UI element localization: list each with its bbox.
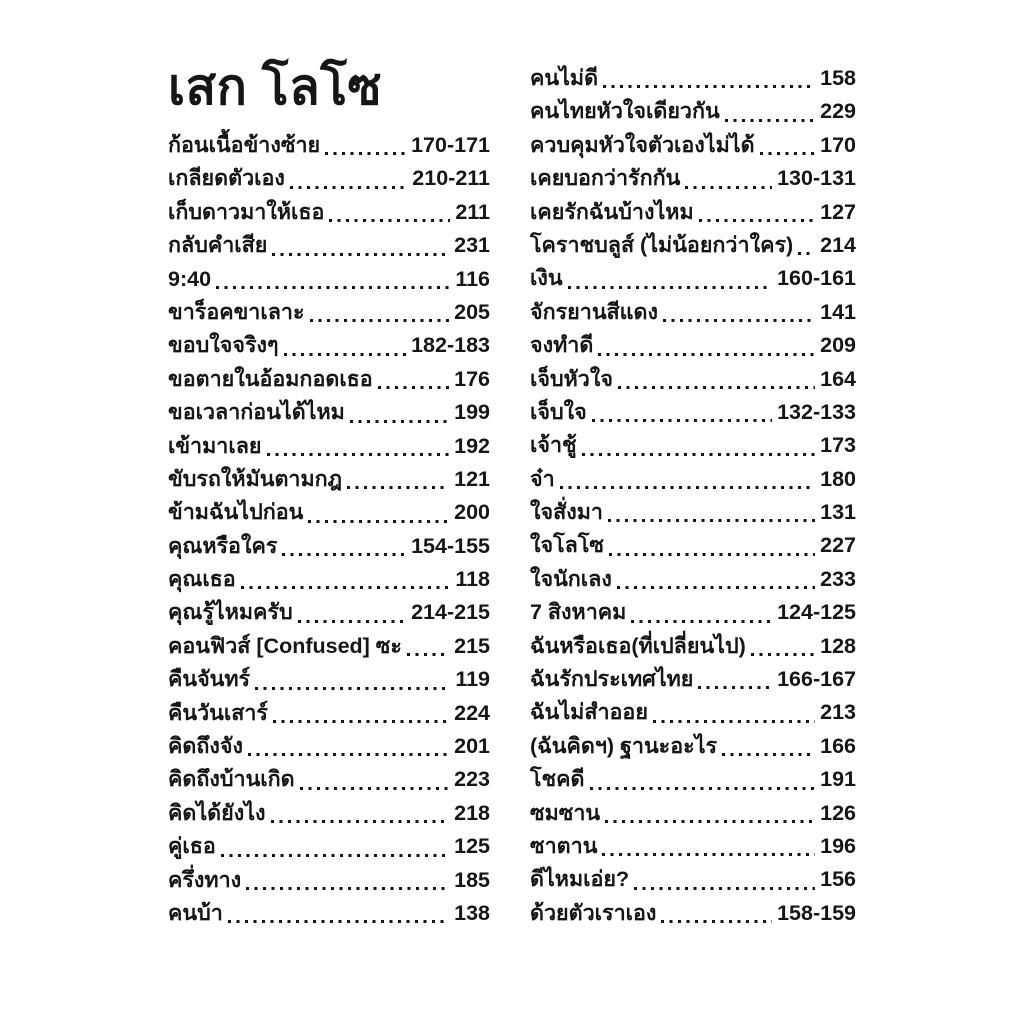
page-number: 116 [455,266,490,291]
toc-column-left [168,129,490,930]
page-number: 173 [820,433,856,458]
page-number: 227 [820,533,856,558]
toc-entry [168,797,490,830]
toc-entry [530,696,856,729]
song-title: ฉันไม่สำออย [530,700,648,725]
dot-leader [221,854,449,857]
toc-entry [530,797,856,830]
page-number: 205 [454,299,490,324]
song-title: จ๋า [530,466,555,491]
toc-entry [530,162,856,195]
toc-entry [168,530,490,563]
toc-entry [168,363,490,396]
toc-entry [168,596,490,629]
song-title: 7 สิงหาคม [530,600,627,625]
page-number: 170 [820,132,856,157]
dot-leader [634,887,815,890]
page-number: 214-215 [411,600,490,625]
dot-leader [350,420,449,423]
toc-entry [530,95,856,128]
song-title: ซมซาน [530,800,601,825]
page-number: 185 [454,867,490,892]
page-number: 213 [820,700,856,725]
dot-leader [267,453,450,456]
page-number: 130-131 [777,166,856,191]
dot-leader [598,353,815,356]
toc-entry [168,763,490,796]
page-number: 166 [820,733,856,758]
page-number: 138 [454,900,490,925]
toc-entry [530,229,856,262]
page-number: 231 [454,233,490,258]
page-number: 224 [454,700,490,725]
toc-entry [530,496,856,529]
dot-leader [246,887,449,890]
dot-leader [631,620,772,623]
dot-leader [725,119,815,122]
song-title: โชคดี [530,767,585,792]
toc-entry [530,763,856,796]
page-number: 176 [454,366,490,391]
dot-leader [241,586,451,589]
toc-entry [168,396,490,429]
toc-entry [530,529,856,562]
page-number: 199 [454,400,490,425]
page-number: 214 [820,232,856,257]
page-number: 229 [820,99,856,124]
toc-entry [168,463,490,496]
dot-leader [325,152,406,155]
dot-leader [290,186,407,189]
toc-column-right [530,62,856,930]
page-number: 210-211 [412,166,490,191]
song-title: คนบ้า [168,900,223,925]
page-number: 118 [455,567,490,592]
dot-leader [347,486,449,489]
dot-leader [663,319,815,322]
song-title: เจ้าชู้ [530,433,577,458]
page-title: เสก โลโซ [168,59,383,115]
song-title: ใจโลโซ [530,533,604,558]
song-title: คู่เธอ [168,834,216,859]
page-number: 192 [454,433,490,458]
toc-entry [530,262,856,295]
toc-entry [168,162,490,195]
song-title: เจ็บหัวใจ [530,366,613,391]
page-number: 233 [820,566,856,591]
page-number: 126 [820,800,856,825]
toc-entry [530,329,856,362]
page-number: 200 [454,500,490,525]
song-title: เคยรักฉันบ้างไหม [530,199,694,224]
page-number: 166-167 [777,667,856,692]
toc-entry [168,864,490,897]
dot-leader [603,85,815,88]
toc-entry [168,263,490,296]
song-title: ข้ามฉันไปก่อน [168,500,304,525]
toc-entry [530,897,856,930]
toc-entry [530,363,856,396]
toc-entry [168,630,490,663]
dot-leader [590,787,816,790]
page-number: 158-159 [777,900,856,925]
dot-leader [602,853,815,856]
dot-leader [582,453,816,456]
dot-leader [273,720,449,723]
dot-leader [378,386,449,389]
song-title: กลับคำเสีย [168,233,268,258]
dot-leader [605,820,815,823]
song-title: ฉันรักประเทศไทย [530,667,694,692]
song-title: คืนจันทร์ [168,667,251,692]
page-number: 215 [454,633,490,658]
page-number: 201 [454,734,490,759]
song-title: จักรยานสีแดง [530,299,658,324]
toc-entry [530,296,856,329]
song-title: ฉันหรือเธอ(ที่เปลี่ยนไป) [530,633,746,658]
dot-leader [653,720,815,723]
song-title: คิดถึงบ้านเกิด [168,767,295,792]
toc-entry [530,62,856,95]
page-number: 127 [820,199,856,224]
dot-leader [298,620,406,623]
dot-leader [699,219,816,222]
toc-entry [530,596,856,629]
page-number: 196 [820,833,856,858]
song-title: คิดได้ยังไง [168,800,266,825]
toc-entry [168,296,490,329]
song-title: คุณรู้ไหมครับ [168,600,293,625]
page-number: 141 [820,299,856,324]
song-title: ด้วยตัวเราเอง [530,900,657,925]
dot-leader [592,419,772,422]
dot-leader [407,653,449,656]
page-number: 158 [820,66,856,90]
song-title: โคราชบลูส์ (ไม่น้อยกว่าใคร) [530,232,794,257]
page-number: 223 [454,767,490,792]
dot-leader [272,253,449,256]
toc-entry [530,730,856,763]
toc-entry [168,129,490,162]
song-title: ควบคุมหัวใจตัวเองไม่ได้ [530,132,755,157]
dot-leader [751,653,815,656]
toc-entry [168,496,490,529]
dot-leader [216,286,450,289]
page-number: 119 [455,667,490,692]
dot-leader [248,753,449,756]
dot-leader [310,319,450,322]
song-title: (ฉันคิดฯ) ฐานะอะไร [530,733,718,758]
song-title: เคยบอกว่ารักกัน [530,166,681,191]
song-title: คิดถึงจัง [168,734,243,759]
toc-entry [530,630,856,663]
page-number: 191 [820,767,856,792]
toc-entry [530,563,856,596]
page-number: 156 [820,867,856,892]
toc-entry [530,863,856,896]
toc-entry [168,430,490,463]
dot-leader [798,252,815,255]
dot-leader [609,553,815,556]
page-number: 124-125 [777,600,856,625]
song-title: ใจนักเลง [530,566,612,591]
song-title: ขอบใจจริงๆ [168,333,279,358]
toc-entry [530,396,856,429]
toc-entry [168,229,490,262]
page-number: 132-133 [777,399,856,424]
dot-leader [255,687,450,690]
page-number: 160-161 [777,266,856,291]
dot-leader [568,286,773,289]
dot-leader [617,586,815,589]
page-number: 154-155 [411,533,490,558]
page-number: 180 [820,466,856,491]
toc-entry [530,196,856,229]
page-number: 170-171 [411,133,490,157]
song-title: คอนฟิวส์ [Confused] ซะ [168,633,402,658]
song-title: คุณเธอ [168,567,236,592]
page-number: 182-183 [411,333,490,358]
dot-leader [284,353,407,356]
dot-leader [722,753,815,756]
dot-leader [760,152,816,155]
dot-leader [618,386,815,389]
toc-entry [530,429,856,462]
song-title: ก้อนเนื้อข้างซ้าย [168,133,321,157]
toc-entry [168,830,490,863]
song-title: จงทำดี [530,333,594,358]
toc-entry [530,830,856,863]
song-title: เก็บดาวมาให้เธอ [168,199,325,224]
page-number: 128 [820,633,856,658]
toc-entry [168,663,490,696]
song-title: คุณหรือใคร [168,533,278,558]
dot-leader [329,219,450,222]
dot-leader [560,486,815,489]
dot-leader [608,519,815,522]
toc-entry [168,329,490,362]
dot-leader [661,920,772,923]
song-title: ใจสั่งมา [530,500,603,525]
song-title: ซาตาน [530,833,598,858]
song-title: ขับรถให้มันตามกฎ [168,466,343,491]
toc-entry [168,697,490,730]
song-title: ขอเวลาก่อนได้ไหม [168,400,345,425]
page-number: 121 [454,466,490,491]
toc-entry [168,897,490,930]
dot-leader [228,920,449,923]
dot-leader [685,186,772,189]
page-number: 211 [455,199,490,224]
dot-leader [282,553,406,556]
song-title: ดีไหมเอ่ย? [530,867,630,892]
page-number: 131 [820,500,856,525]
dot-leader [308,520,449,523]
song-title: เจ็บใจ [530,399,587,424]
song-title: คืนวันเสาร์ [168,700,268,725]
toc-entry [530,463,856,496]
song-title: ขอตายในอ้อมกอดเธอ [168,366,373,391]
dot-leader [698,686,772,689]
song-title: เงิน [530,266,563,291]
page-number: 164 [820,366,856,391]
toc-entry [168,730,490,763]
song-title: 9:40 [168,266,212,291]
page-number: 218 [454,800,490,825]
song-title: คนไม่ดี [530,66,599,90]
toc-entry [530,129,856,162]
dot-leader [271,820,450,823]
toc-entry [168,196,490,229]
song-title: ขาร็อคขาเลาะ [168,299,305,324]
page-number: 125 [454,834,490,859]
song-title: เข้ามาเลย [168,433,262,458]
page-number: 209 [820,333,856,358]
dot-leader [300,787,450,790]
toc-entry [168,563,490,596]
toc-entry [530,663,856,696]
song-title: เกลียดตัวเอง [168,166,285,191]
song-title: คนไทยหัวใจเดียวกัน [530,99,720,124]
song-title: ครึ่งทาง [168,867,242,892]
